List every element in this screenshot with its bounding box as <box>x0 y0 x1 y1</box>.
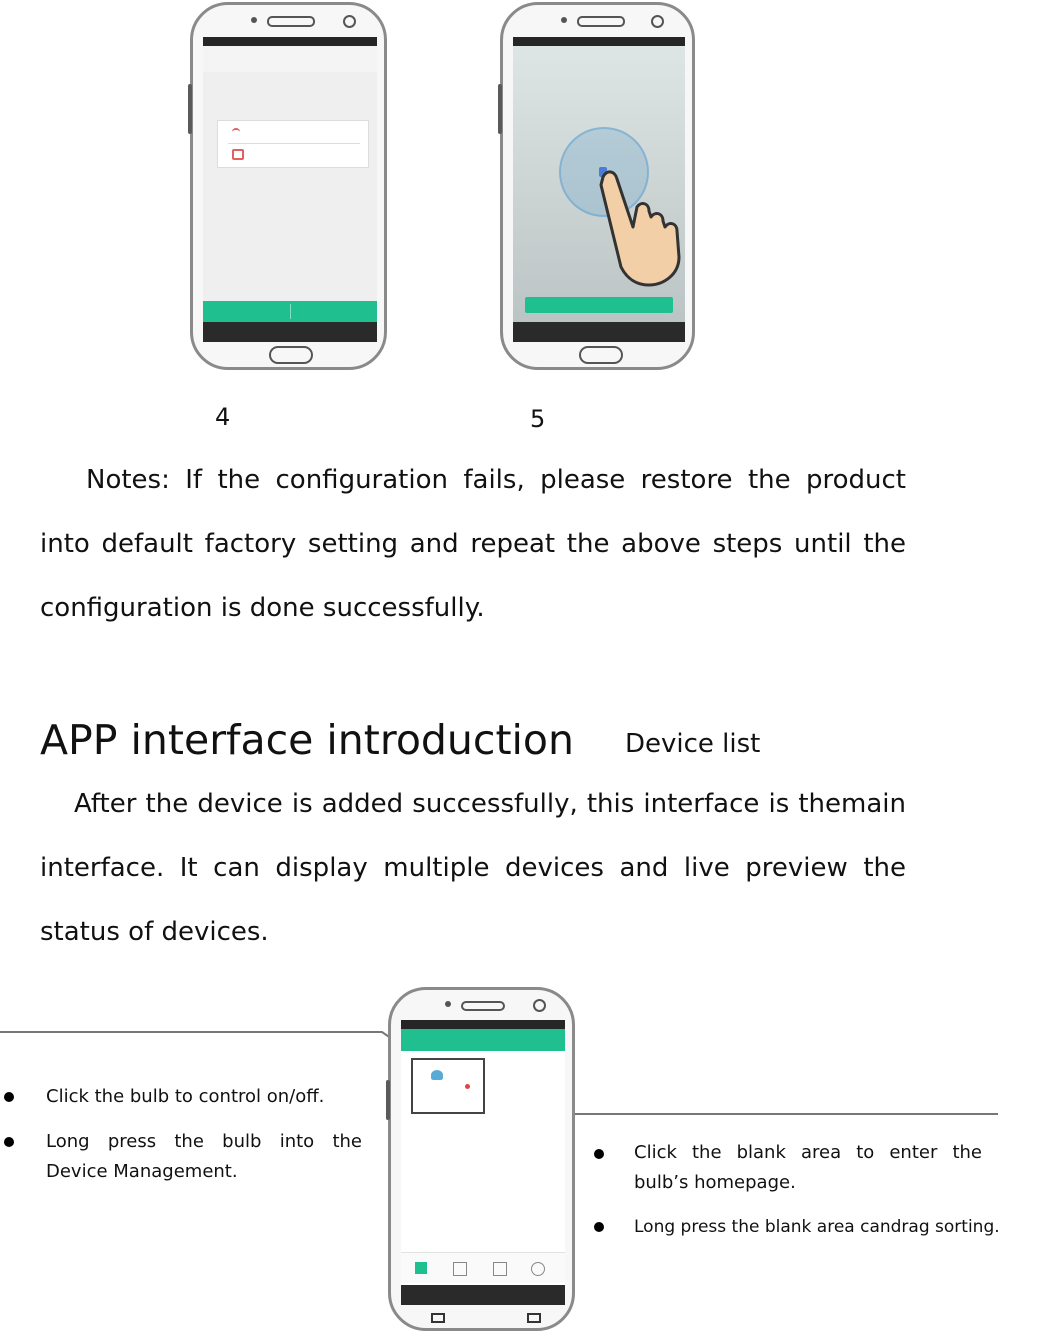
home-button <box>579 346 623 364</box>
camera-icon <box>445 1001 451 1007</box>
phone-illustration-step4 <box>190 2 387 370</box>
speaker-icon <box>267 16 315 27</box>
back-key-icon <box>431 1313 445 1323</box>
android-nav-bar <box>513 322 685 342</box>
notes-paragraph <box>40 448 906 640</box>
status-bar <box>513 37 685 46</box>
camera-icon <box>561 17 567 23</box>
wifi-form-card <box>217 120 369 168</box>
section-subtitle: Device list <box>625 729 761 759</box>
left-bullet-2: Long press the bulb into the Device Management. <box>46 1131 362 1182</box>
tab-scene-icon <box>453 1262 467 1276</box>
bullet-dot <box>4 1137 14 1147</box>
speaker-icon <box>461 1001 505 1011</box>
power-dot-icon <box>465 1084 470 1089</box>
tab-group-icon <box>493 1262 507 1276</box>
status-bar <box>401 1020 565 1029</box>
camera-icon <box>251 17 257 23</box>
app-header <box>203 46 377 72</box>
section-title: APP interface introduction <box>40 716 575 764</box>
phone-screen <box>401 1020 565 1305</box>
bottom-tab-bar <box>401 1252 565 1283</box>
android-nav-bar <box>203 322 377 342</box>
bullet-dot <box>594 1149 604 1159</box>
phone-screen <box>203 37 377 342</box>
status-bar <box>203 37 377 46</box>
sensor-icon <box>651 15 664 28</box>
tab-device-icon <box>415 1262 427 1274</box>
step-number-4: 4 <box>215 403 231 431</box>
bulb-icon <box>431 1070 443 1080</box>
phone-screen <box>513 37 685 342</box>
left-bullet-1: Click the bulb to control on/off. <box>46 1086 325 1107</box>
android-nav-bar <box>401 1285 565 1305</box>
phone-illustration-step5 <box>500 2 695 370</box>
tab-settings-icon <box>531 1262 545 1276</box>
sensor-icon <box>533 999 546 1012</box>
hand-pointer-icon <box>593 167 685 287</box>
menu-key-icon <box>527 1313 541 1323</box>
speaker-icon <box>577 16 625 27</box>
app-toolbar <box>401 1029 565 1051</box>
device-tile <box>411 1058 485 1114</box>
wifi-icon <box>232 128 240 136</box>
intro-text: After the device is added successfully, this interface is themain interface. It can display multiple devices and live preview the status of devices. <box>40 789 906 947</box>
bullet-dot <box>4 1092 14 1102</box>
step-number-5: 5 <box>530 405 546 433</box>
confirm-button <box>525 297 673 313</box>
right-bullet-2: Long press the blank area candrag sorting. <box>634 1217 1000 1237</box>
bottom-action-bar <box>203 301 377 322</box>
notes-text: Notes: If the configuration fails, please restore the product into default factory setting and repeat the above steps until the configuration is done successfully. <box>40 465 906 623</box>
phone-illustration-device-list <box>388 987 575 1331</box>
lock-icon <box>232 149 244 160</box>
intro-paragraph <box>40 772 906 964</box>
bullet-dot <box>594 1222 604 1232</box>
home-button <box>269 346 313 364</box>
right-bullet-1: Click the blank area to enter the bulb’s homepage. <box>634 1142 982 1193</box>
sensor-icon <box>343 15 356 28</box>
